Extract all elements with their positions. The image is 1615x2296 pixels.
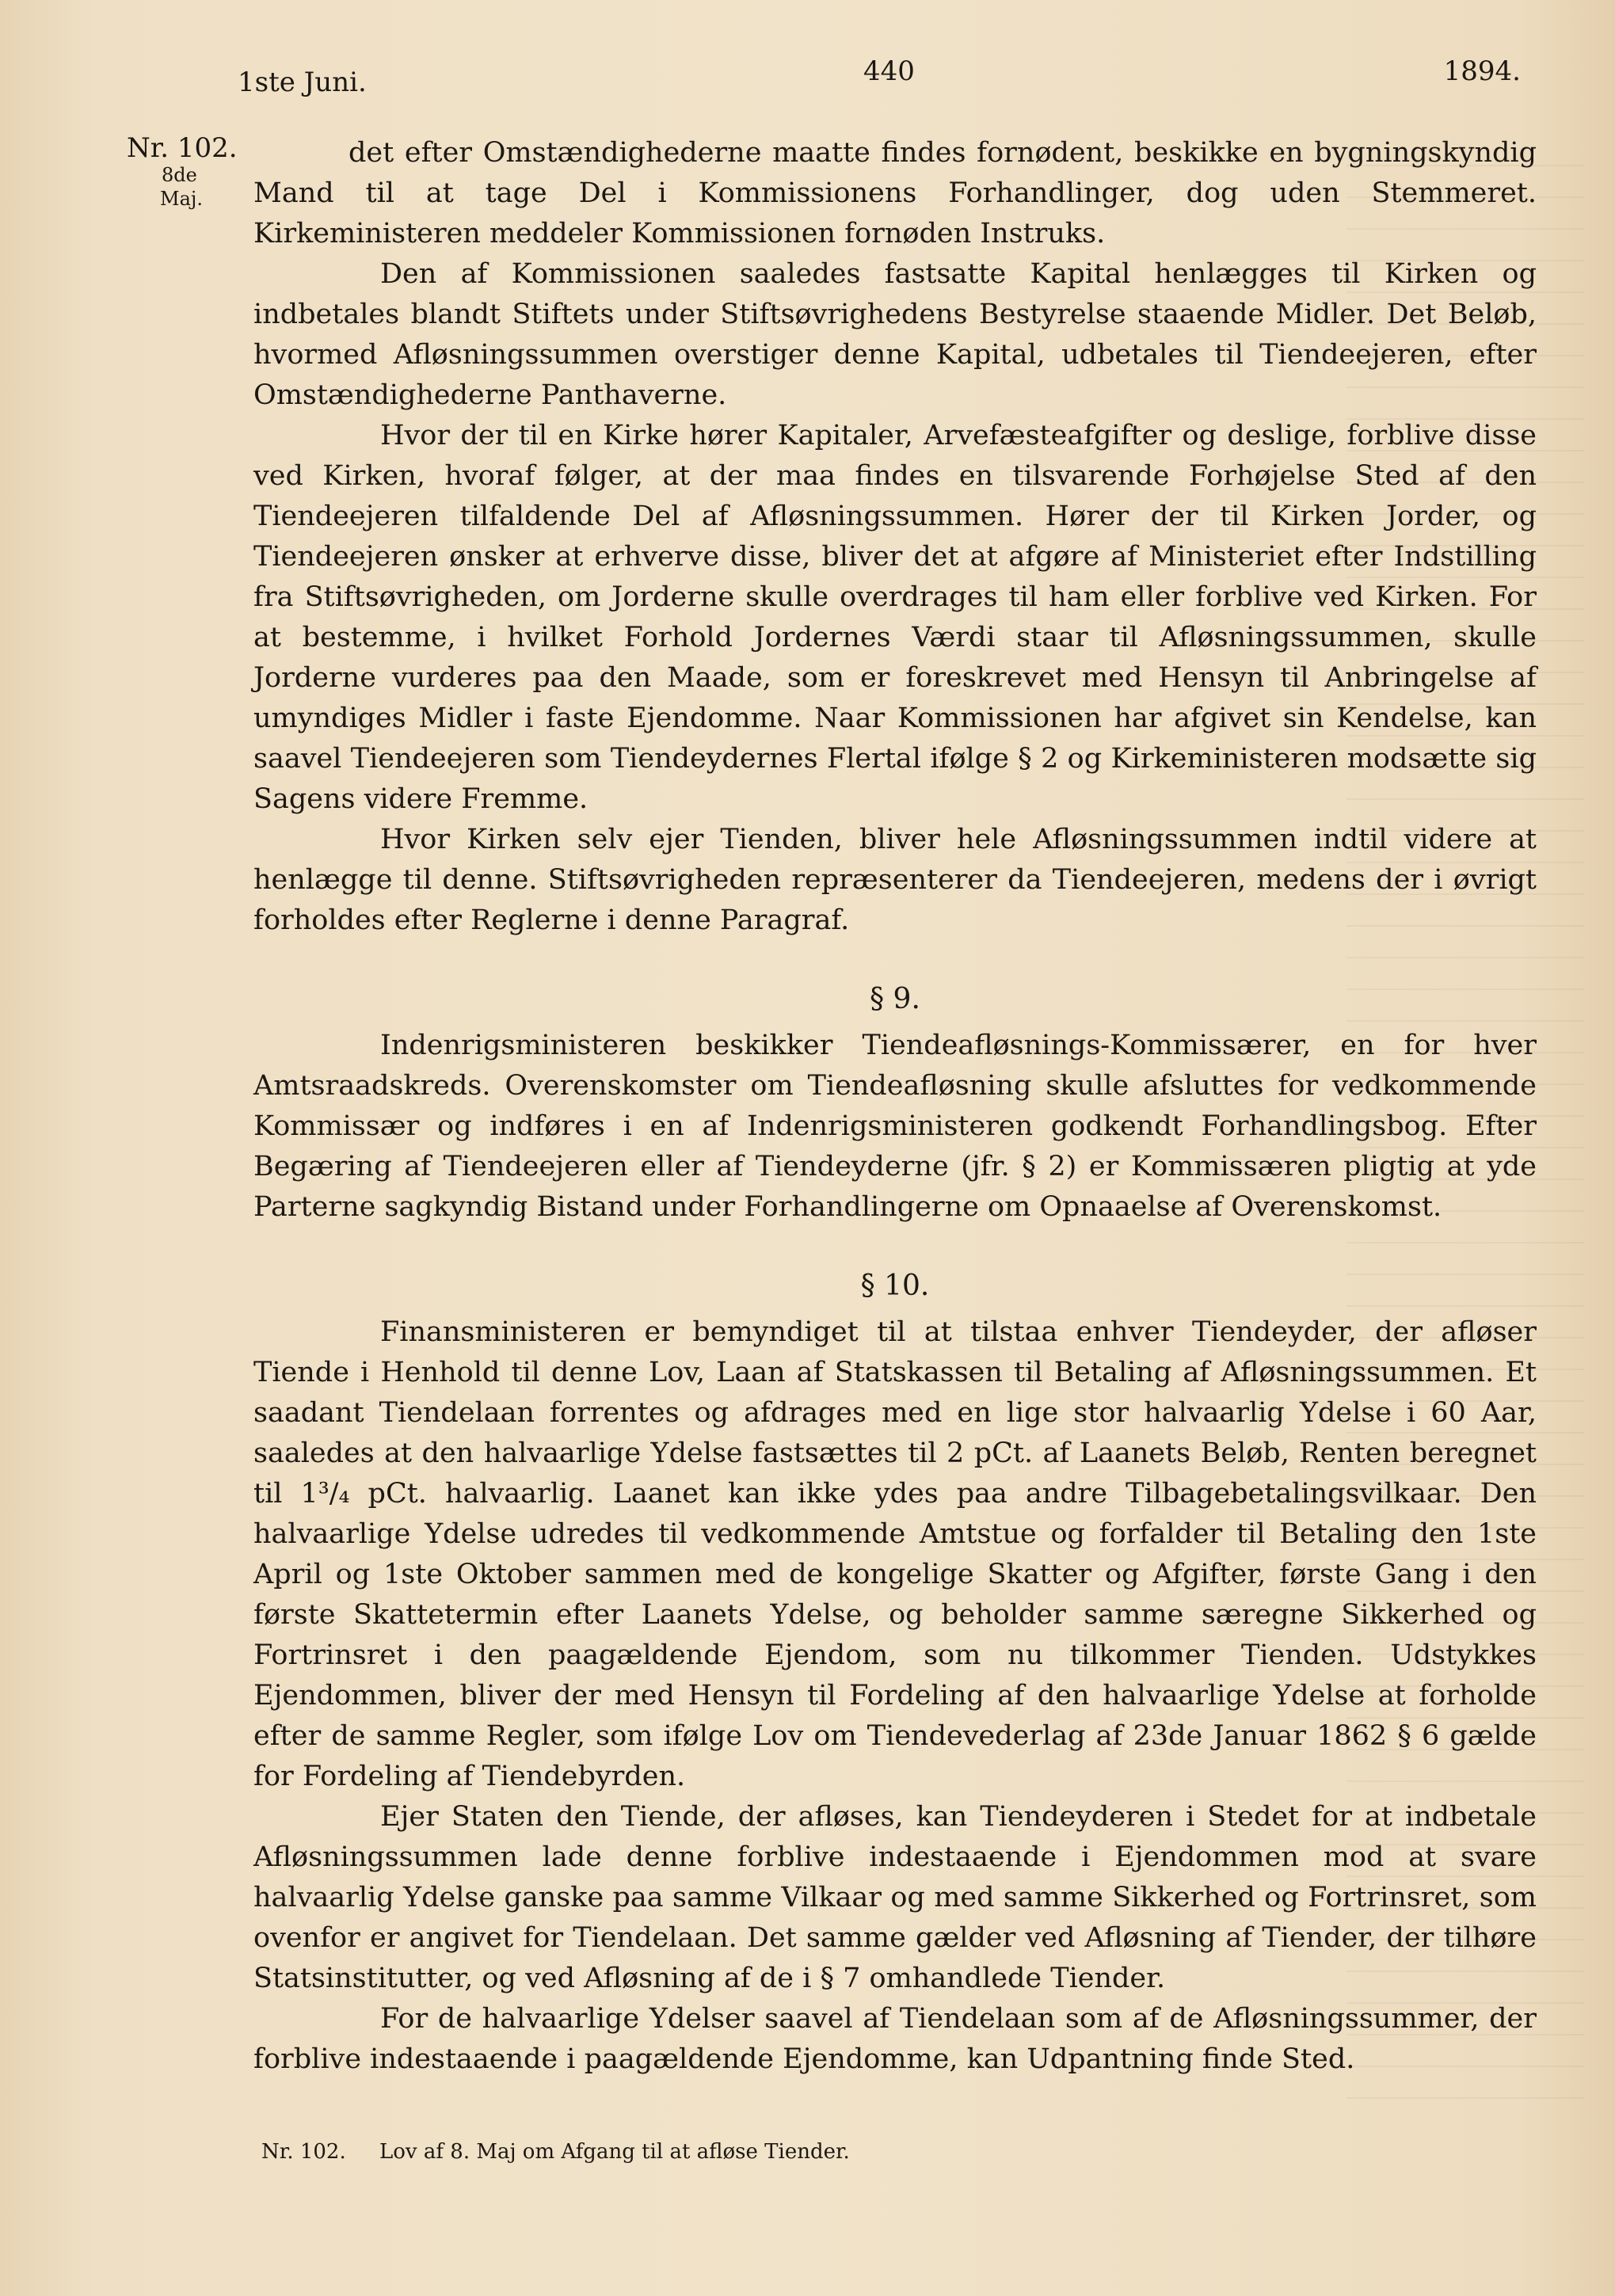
footer-law-number: Nr. 102. bbox=[261, 2140, 346, 2164]
page-footer bbox=[261, 2140, 850, 2164]
margin-month: Maj. bbox=[160, 188, 203, 210]
header-date: 1ste Juni. bbox=[238, 67, 367, 98]
margin-day: 8de bbox=[162, 164, 197, 186]
section-9-text: Indenrigsministeren beskikker Tiendeafløsnings-Kommissærer, en for hver Amtsraadskreds. Overenskomster om Tiendeafløsning skulle afsluttes for vedkommende Kommissær og indføres i en af Indenrigsministeren godkendt Forhandlingsbog. Efter Begæring af Tiendeejeren eller af Tiendeyderne (jfr. § 2) er Kommissæren pligtig at yde Parterne sagkyndig Bistand under Forhandlingerne om Opnaaelse af Overenskomst. bbox=[253, 1030, 1537, 1223]
paragraph: Den af Kommissionen saaledes fastsatte Kapital henlægges til Kirken og indbetales blandt Stiftets under Stiftsøvrighedens Bestyrelse staaende Midler. Det Beløb, hvormed Afløsningssummen overstiger denne Kapital, udbetales til Tiendeejeren, efter Omstændighederne Panthaverne. bbox=[253, 258, 1537, 411]
paragraph: Hvor der til en Kirke hører Kapitaler, Arvefæsteafgifter og deslige, forblive disse ved Kirken, hvoraf følger, at der maa findes en tilsvarende Forhøjelse Sted af den Tiendeejeren tilfaldende Del af Afløsningssummen. Hører der til Kirken Jorder, og Tiendeejeren ønsker at erhverve disse, bliver det at afgøre af Ministeriet efter Indstilling fra Stiftsøvrigheden, om Jorderne skulle overdrages til ham eller forblive ved Kirken. For at bestemme, i hvilket Forhold Jordernes Værdi staar til Afløsningssummen, skulle Jorderne vurderes paa den Maade, som er foreskrevet med Hensyn til Anbringelse af umyndiges Midler i faste Ejendomme. Naar Kommissionen har afgivet sin Kendelse, kan saavel Tiendeejeren som Tiendeydernes Flertal ifølge § 2 og Kirkeministeren modsætte sig Sagens videre Fremme. bbox=[253, 420, 1537, 815]
paragraph: det efter Omstændighederne maatte findes fornødent, beskikke en bygningskyndig Mand til at tage Del i Kommissionens Forhandlinger, dog uden Stemmeret. Kirkeministeren meddeler Kommissionen fornøden Instruks. bbox=[253, 137, 1537, 249]
section-10-heading: § 10. bbox=[860, 1270, 930, 1302]
footer-law-title: Lov af 8. Maj om Afgang til at afløse Tiender. bbox=[379, 2140, 850, 2164]
margin-note bbox=[127, 132, 238, 211]
section-10-paragraph: Ejer Staten den Tiende, der afløses, kan Tiendeyderen i Stedet for at indbetale Afløsningssummen lade denne forblive indestaaende i Ejendommen mod at svare halvaarlig Ydelse ganske paa samme Vilkaar og med samme Sikkerhed og Fortrinsret, som ovenfor er angivet for Tiendelaan. Det samme gælder ved Afløsning af Tiender, der tilhøre Statsinstitutter, og ved Afløsning af de i § 7 omhandlede Tiender. bbox=[253, 1801, 1537, 1994]
section-10-paragraph: For de halvaarlige Ydelser saavel af Tiendelaan som af de Afløsningssummer, der forblive indestaaende i paagældende Ejendomme, kan Udpantning finde Sted. bbox=[253, 2003, 1537, 2075]
section-10-paragraph: Finansministeren er bemyndiget til at tilstaa enhver Tiendeyder, der afløser Tiende i Henhold til denne Lov, Laan af Statskassen til Betaling af Afløsningssummen. Et saadant Tiendelaan forrentes og afdrages med en lige stor halvaarlig Ydelse i 60 Aar, saaledes at den halvaarlige Ydelse fastsættes til 2 pCt. af Laanets Beløb, Renten beregnet til 1³/₄ pCt. halvaarlig. Laanet kan ikke ydes paa andre Tilbagebetalingsvilkaar. Den halvaarlige Ydelse udredes til vedkommende Amtstue og forfalder til Betaling den 1ste April og 1ste Oktober sammen med de kongelige Skatter og Afgifter, første Gang i den første Skattetermin efter Laanets Ydelse, og beholder samme særegne Sikkerhed og Fortrinsret i den paagældende Ejendom, som nu tilkommer Tienden. Udstykkes Ejendommen, bliver der med Hensyn til Fordeling af den halvaarlige Ydelse at forholde efter de samme Regler, som ifølge Lov om Tiendevederlag af 23de Januar 1862 § 6 gælde for Fordeling af Tiendebyrden. bbox=[253, 1316, 1537, 1792]
margin-law-number: Nr. 102. bbox=[127, 132, 238, 164]
page-number: 440 bbox=[863, 55, 915, 87]
header-year: 1894. bbox=[1443, 55, 1521, 87]
page-header bbox=[238, 55, 1521, 103]
section-9-heading: § 9. bbox=[870, 983, 920, 1015]
paragraph: Hvor Kirken selv ejer Tienden, bliver hele Afløsningssummen indtil videre at henlægge til denne. Stiftsøvrigheden repræsenterer da Tiendeejeren, medens der i øvrigt forholdes efter Reglerne i denne Paragraf. bbox=[253, 824, 1537, 936]
body-text bbox=[253, 133, 1537, 2080]
